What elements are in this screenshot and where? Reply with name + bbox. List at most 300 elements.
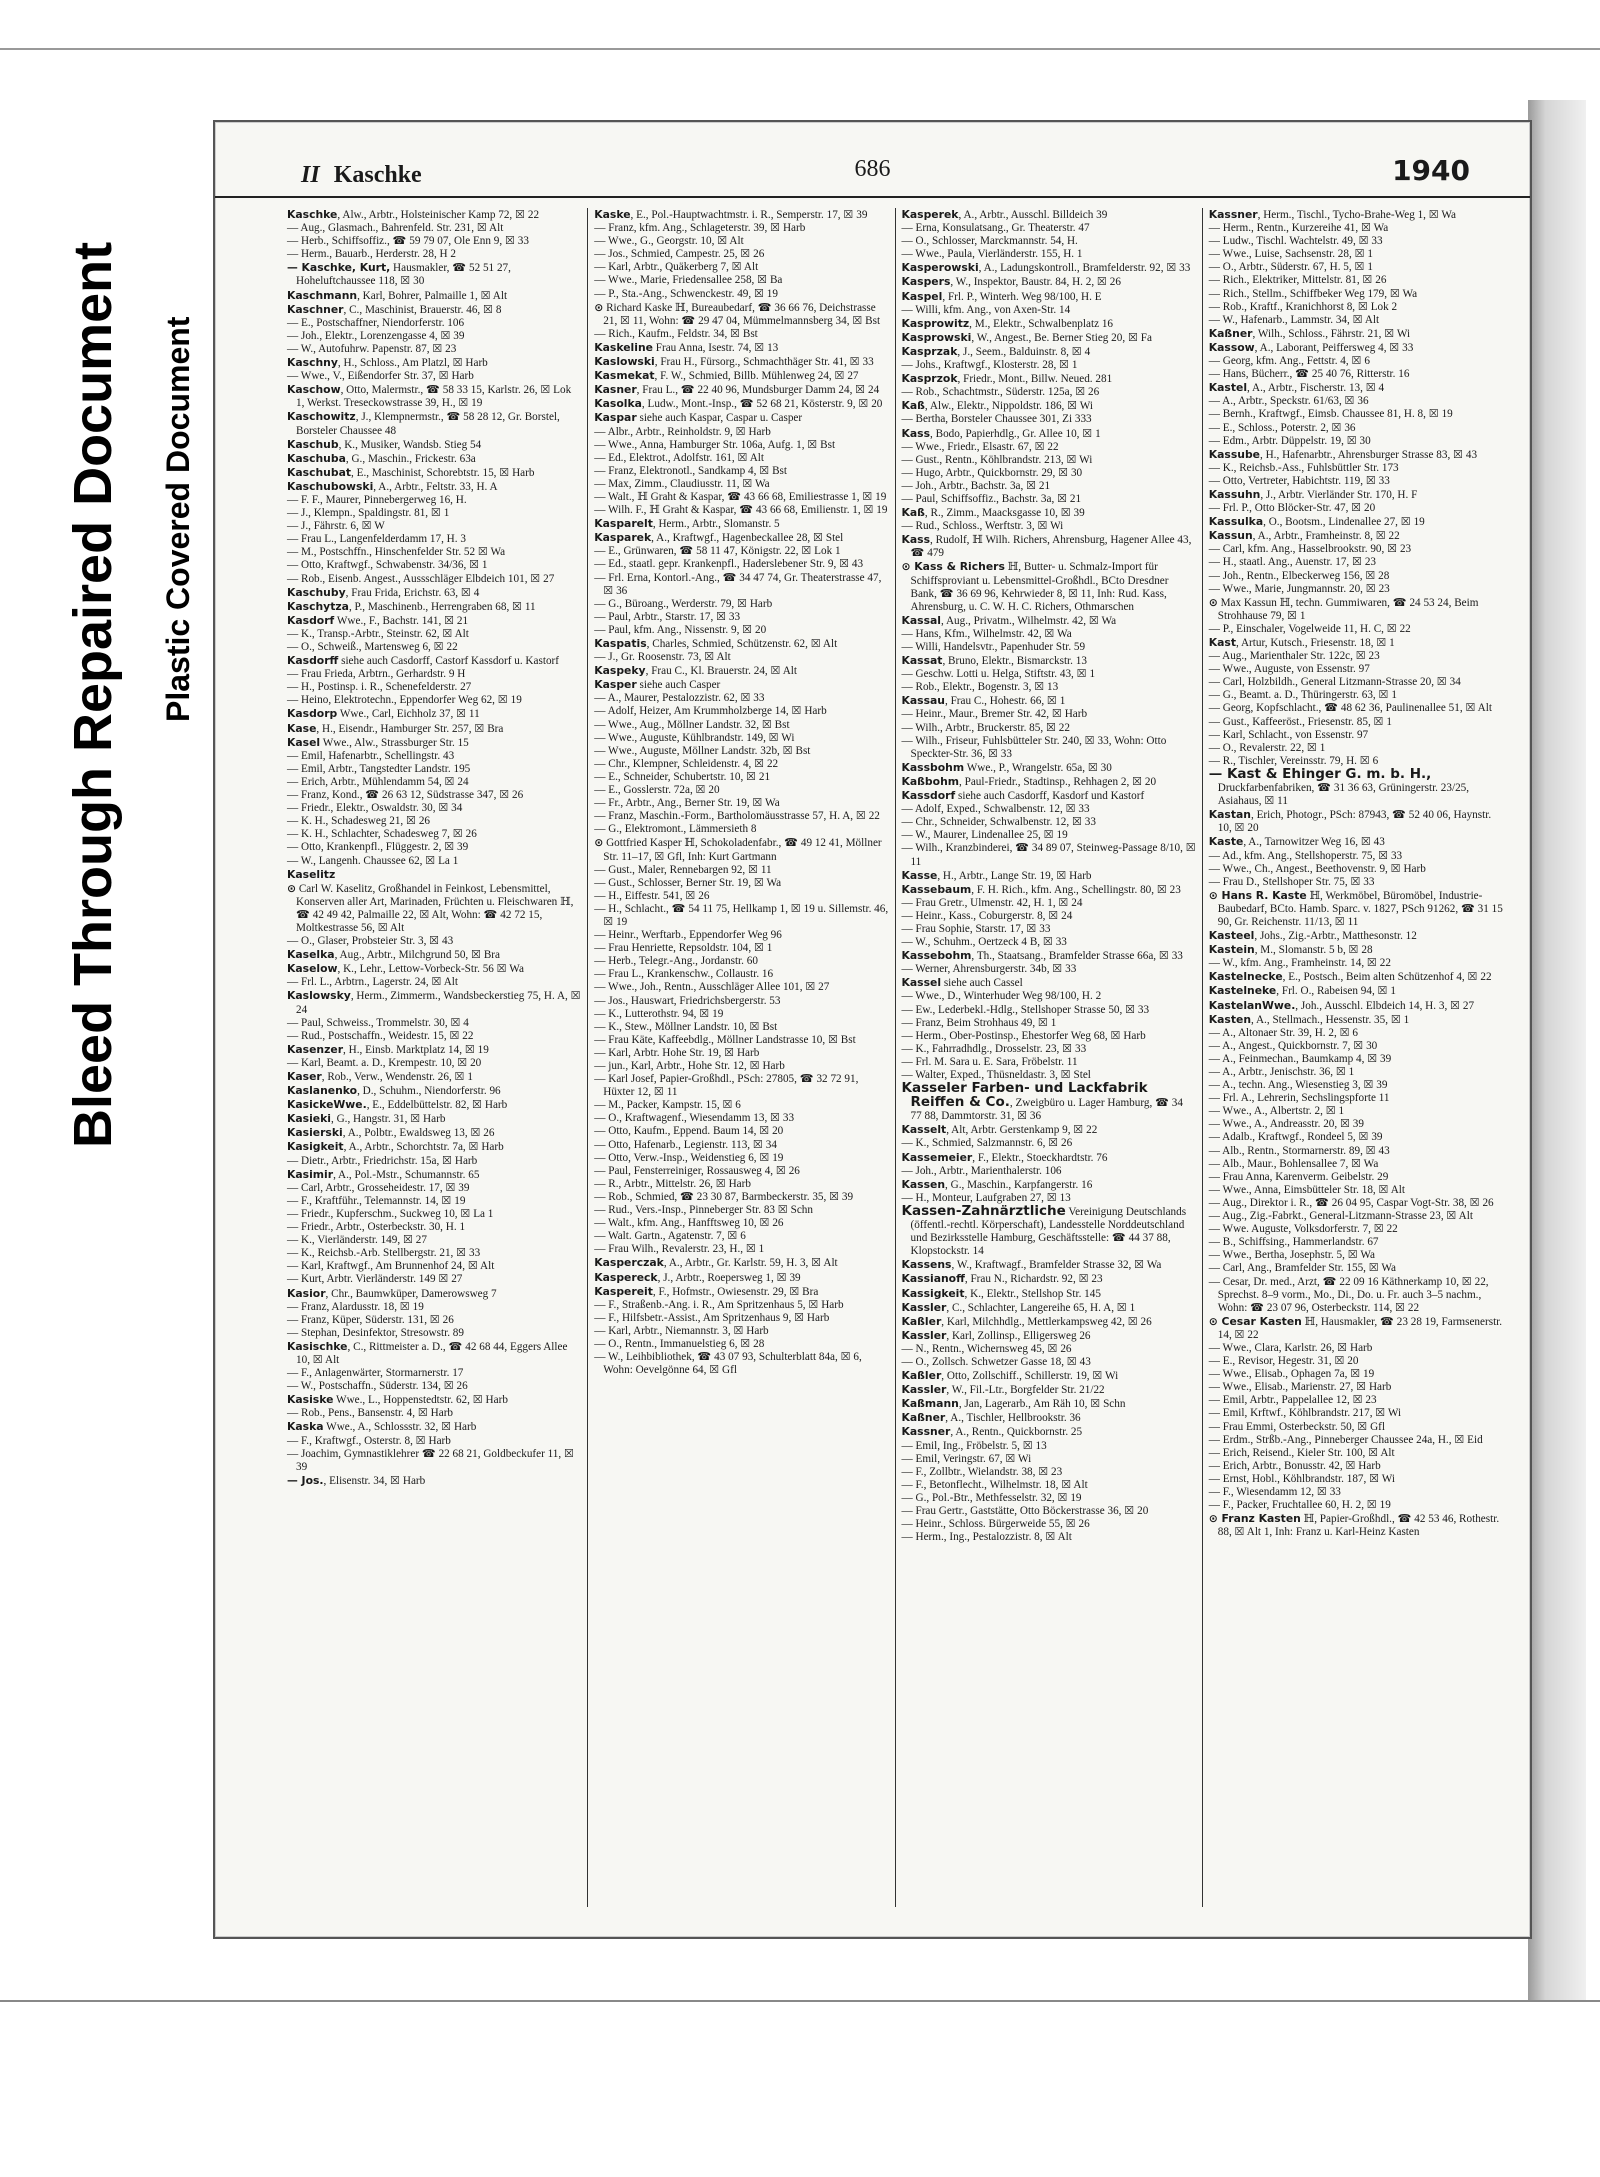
directory-entry <box>1209 327 1504 341</box>
directory-entry <box>287 330 581 343</box>
directory-entry <box>287 1182 581 1195</box>
entry-details: — Ludw., Tischl. Wachtelstr. 49, ☒ 33 <box>1208 235 1383 248</box>
entry-details: Gottfried Kasper ℍ, Schokoladenfabr., ☎ 49 12 41, Möllner Str. 11–17, ☒ Gfl, Inh: Kurt Gartmann <box>603 837 882 863</box>
entry-details: , E., Eddelbüttelstr. 82, ☒ Harb <box>366 1099 508 1112</box>
entry-surname: Kaselka <box>287 948 335 962</box>
entry-details: — Otto, Kaufm., Eppend. Baum 14, ☒ 20 <box>594 1125 784 1138</box>
entry-details: — Aug., Zig.-Fabrkt., General-Litzmann-Strasse 23, ☒ Alt <box>1208 1210 1473 1223</box>
entry-details: — Wwe., Paula, Vierländerstr. 155, H. 1 <box>901 248 1083 261</box>
entry-surname: Kastelneke <box>1208 984 1277 998</box>
directory-entry <box>287 520 581 533</box>
entry-details: , G., Maschin., Karpfangerstr. 16 <box>945 1178 1093 1191</box>
directory-entry <box>594 328 888 341</box>
entry-details: Wwe., A., Schlossstr. 32, ☒ Harb <box>323 1421 477 1434</box>
directory-entry <box>287 1057 581 1070</box>
entry-details: — Franz, Beim Strohhaus 49, ☒ 1 <box>901 1016 1057 1029</box>
directory-entry <box>1209 650 1504 663</box>
entry-details: — Bertha, Borsteler Chaussee 301, Zi 333 <box>901 413 1092 426</box>
entry-details: — F., Wiesendamm 12, ☒ 33 <box>1208 1486 1341 1498</box>
directory-entry <box>287 235 581 248</box>
directory-entry <box>902 1531 1196 1544</box>
entry-details: — Wwe., Luise, Sachsenstr. 28, ☒ 1 <box>1208 248 1373 261</box>
directory-entry <box>902 1343 1196 1356</box>
entry-details: — Herm., Ing., Pestalozzistr. 8, ☒ Alt <box>901 1531 1072 1544</box>
entry-details: , Karl, Milchhdlg., Mettlerkampsweg 42, ☒ 26 <box>941 1315 1152 1328</box>
entry-surname: Kassulka <box>1208 515 1264 529</box>
directory-entry <box>594 692 888 705</box>
entry-details: — Walter, Exped., Thüsneldastr. 3, ☒ Stel <box>901 1069 1091 1081</box>
entry-details: , Karl, Zollinsp., Elligersweg 26 <box>946 1329 1091 1342</box>
entry-details: — Chr., Klempner, Schleidenstr. 4, ☒ 22 <box>594 757 779 770</box>
entry-surname: Kastan <box>1208 808 1251 822</box>
entry-details: , C., Maschinist, Brauerstr. 46, ☒ 8 <box>343 303 502 316</box>
directory-entry <box>902 869 1196 883</box>
directory-entry <box>1209 676 1504 689</box>
entry-details: — Wwe., Aug., Möllner Landstr. 32, ☒ Bst <box>594 718 790 731</box>
directory-entry <box>902 386 1196 399</box>
directory-entry <box>287 466 581 480</box>
directory-entry <box>594 836 888 863</box>
directory-entry <box>287 507 581 520</box>
directory-entry <box>594 411 888 425</box>
directory-entry <box>902 1397 1196 1411</box>
entry-surname: — Kast & Ehinger G. m. b. H., <box>1208 765 1432 782</box>
entry-details: — Aug., Direktor i. R., ☎ 26 04 95, Caspar Vogt-Str. 38, ☒ 26 <box>1208 1196 1494 1209</box>
directory-entry <box>902 372 1196 386</box>
entry-surname: Kaselow <box>287 962 338 976</box>
directory-entry <box>902 520 1196 533</box>
entry-details: — O., Schweiß., Martensweg 6, ☒ 22 <box>287 641 458 653</box>
entry-details: — Heino, Elektrotechn., Eppendorfer Weg 62, ☒ 19 <box>287 694 522 707</box>
entry-surname: Kasierski <box>287 1126 343 1140</box>
entry-details: — Wwe., Bertha, Josephstr. 5, ☒ Wa <box>1208 1249 1375 1262</box>
entry-details: — Wwe., Friedr., Elsastr. 67, ☒ 22 <box>901 440 1059 453</box>
entry-details: — Frau L., Langenfelderdamm 17, H. 3 <box>287 533 466 546</box>
entry-details: — A., Altonaer Str. 39, H. 2, ☒ 6 <box>1208 1026 1358 1039</box>
entry-details: — Walt., kfm. Ang., Hanfftsweg 10, ☒ 26 <box>594 1217 784 1230</box>
entry-details: — H., Eiffestr. 541, ☒ 26 <box>594 889 710 902</box>
entry-details: — Joh., Rentn., Elbeckerweg 156, ☒ 28 <box>1208 569 1390 582</box>
entry-details: , Ludw., Mont.-Insp., ☎ 52 68 21, Kösterstr. 9, ☒ 20 <box>641 398 883 411</box>
entry-surname: Kasprowski <box>901 330 972 344</box>
directory-entry <box>1209 462 1504 475</box>
entry-details: — Wwe., Marie, Jungmannstr. 20, ☒ 23 <box>1208 582 1390 595</box>
directory-entry <box>902 976 1196 990</box>
directory-entry <box>1209 1053 1504 1066</box>
entry-details: , Alt, Arbtr. Gerstenkamp 9, ☒ 22 <box>946 1124 1098 1137</box>
entry-surname: Kassebohm <box>901 949 972 963</box>
directory-entry <box>287 1221 581 1234</box>
entry-surname: Kaschub <box>287 437 339 451</box>
directory-entry <box>902 990 1196 1003</box>
entry-details: — Heinr., Kass., Coburgerstr. 8, ☒ 24 <box>901 909 1073 922</box>
directory-entry <box>1209 1381 1504 1394</box>
entry-details: — Carl, Ang., Bramfelder Str. 155, ☒ Wa <box>1208 1262 1397 1275</box>
directory-entry <box>1209 1394 1504 1407</box>
entry-details: — Adolf, Exped., Schwalbenstr. 12, ☒ 33 <box>901 803 1090 816</box>
directory-entry <box>287 586 581 600</box>
entry-details: Wwe., F., Bachstr. 141, ☒ 21 <box>334 614 469 627</box>
entry-surname: Kasprzok <box>901 372 958 386</box>
directory-entry <box>594 478 888 491</box>
entry-details: — Karl, Arbtr., Niemannstr. 3, ☒ Harb <box>594 1324 769 1337</box>
entry-surname: Kaschytza <box>287 599 349 613</box>
directory-entry <box>287 614 581 628</box>
entry-details: siehe auch Casper <box>636 679 721 692</box>
entry-details: , F., Hofmstr., Owiesenstr. 29, ☒ Bra <box>652 1285 819 1298</box>
entry-surname: Kassner <box>901 1425 951 1439</box>
entry-details: — Ed., Elektrot., Adolfstr. 161, ☒ Alt <box>594 451 765 464</box>
entry-surname: Kaßbohm <box>901 774 960 788</box>
directory-entry <box>1209 341 1504 355</box>
entry-details: — Jos., Hauswart, Friedrichsbergerstr. 53 <box>594 994 781 1007</box>
directory-entry <box>287 694 581 707</box>
directory-entry <box>287 641 581 654</box>
entry-surname: Kassner <box>1208 208 1258 221</box>
entry-details: , Aug., Privatm., Wilhelmstr. 42, ☒ Wa <box>941 614 1117 627</box>
entry-details: — K., Schmied, Salzmannstr. 6, ☒ 26 <box>901 1137 1073 1150</box>
entry-details: — Aug., Glasmach., Bahrenfeld. Str. 231, ☒ Alt <box>287 222 504 235</box>
directory-entry <box>902 789 1196 803</box>
directory-entry <box>902 722 1196 735</box>
directory-entry <box>594 929 888 942</box>
directory-entry <box>1209 1236 1504 1249</box>
directory-entry <box>287 1168 581 1182</box>
stamp-plastic-covered: Plastic Covered Document <box>160 316 196 722</box>
entry-details: — M., Packer, Kampstr. 15, ☒ 6 <box>594 1099 741 1112</box>
entry-details: — Hans, Bücherr., ☎ 25 40 76, Ritterstr. 16 <box>1208 368 1410 381</box>
entry-details: Max Kassun ℍ, techn. Gummiwaren, ☎ 24 53 24, Beim Strohhause 79, ☒ 1 <box>1217 596 1479 622</box>
directory-entry <box>594 369 888 383</box>
directory-entry <box>594 903 888 929</box>
entry-details: — Dietr., Arbtr., Friedrichstr. 15a, ☒ Harb <box>287 1154 478 1167</box>
entry-surname: Kaschner <box>287 302 344 316</box>
stamp-bleed-through: Bleed Through Repaired Document <box>63 241 123 1148</box>
entry-details: — A., Angest., Quickbornstr. 7, ☒ 30 <box>1208 1039 1378 1052</box>
directory-entry <box>287 976 581 989</box>
directory-entry <box>1209 1262 1504 1275</box>
directory-entry <box>1209 422 1504 435</box>
directory-entry <box>594 1256 888 1270</box>
directory-entry <box>594 235 888 248</box>
directory-entry <box>287 1126 581 1140</box>
directory-entry <box>287 1367 581 1380</box>
entry-details: , Herm., Arbtr., Slomanstr. 5 <box>652 518 780 531</box>
entry-details: , K., Musiker, Wandsb. Stieg 54 <box>338 438 482 451</box>
directory-entry <box>902 1479 1196 1492</box>
directory-entry <box>594 1178 888 1191</box>
entry-details: — Bernh., Kraftwgf., Eimsb. Chaussee 81, H. 8, ☒ 19 <box>1208 408 1453 421</box>
directory-entry <box>287 494 581 507</box>
entry-details: , Johs., Zig.-Arbtr., Matthesonstr. 12 <box>1254 930 1417 943</box>
directory-entry <box>1209 863 1504 876</box>
entry-details: — Willi, Handelsvtr., Papenhuder Str. 59 <box>901 641 1086 653</box>
entry-details: , A., Pol.-Mstr., Schumannstr. 65 <box>333 1168 480 1181</box>
entry-details: — Franz, Elektronotl., Sandkamp 4, ☒ Bst <box>594 464 787 477</box>
entry-details: — Wwe., Ch., Angest., Beethovenstr. 9, ☒ Harb <box>1208 862 1426 875</box>
directory-entry <box>902 963 1196 976</box>
entry-surname: Kasperowski <box>901 261 979 275</box>
entry-surname: Kaslowsky <box>287 989 351 1003</box>
directory-entry <box>902 1056 1196 1069</box>
entry-details: , F. H. Rich., kfm. Ang., Schellingstr. 80, ☒ 23 <box>971 883 1181 896</box>
directory-entry <box>287 208 581 222</box>
directory-entry <box>1209 1013 1504 1027</box>
entry-details: — Herb., Telegr.-Ang., Jordanstr. 60 <box>594 955 758 968</box>
entry-surname: Kaspar <box>594 411 637 425</box>
entry-details: — Emil, Ing., Fröbelstr. 5, ☒ 13 <box>901 1439 1047 1452</box>
entry-details: — Karl, Schlacht., von Essenstr. 97 <box>1208 728 1369 741</box>
entry-surname: Kaschubat <box>287 465 352 479</box>
entry-details: , A., Ladungskontroll., Bramfelderstr. 92, ☒ 33 <box>978 262 1191 275</box>
entry-details: Druckfarbenfabriken, ☎ 31 36 63, Grüningerstr. 23/25, Asiahaus, ☒ 11 <box>1217 782 1470 808</box>
entry-details: , A., Rentn., Quickbornstr. 25 <box>950 1426 1083 1439</box>
directory-entry <box>1209 1368 1504 1381</box>
directory-entry <box>594 572 888 598</box>
entry-details: — K., Fahrradhdlg., Drosselstr. 23, ☒ 33 <box>901 1042 1087 1055</box>
directory-entry <box>1209 261 1504 274</box>
entry-details: , Bodo, Papierhdlg., Gr. Allee 10, ☒ 1 <box>930 427 1101 440</box>
entry-details: , Aug., Arbtr., Milchgrund 50, ☒ Bra <box>334 949 500 962</box>
entry-surname: Kasperczak <box>594 1256 664 1270</box>
directory-entry <box>594 517 888 531</box>
entry-details: — F., Kraftführ., Telemannstr. 14, ☒ 19 <box>287 1194 466 1207</box>
directory-entry <box>594 1008 888 1021</box>
entry-surname: Kassigkeit <box>901 1286 965 1300</box>
directory-entry <box>902 1329 1196 1343</box>
directory-entry <box>902 829 1196 842</box>
entry-surname: Kasperek <box>901 208 959 221</box>
directory-entry <box>594 491 888 504</box>
directory-entry <box>902 304 1196 317</box>
directory-entry <box>902 1272 1196 1286</box>
directory-entry <box>1209 999 1504 1013</box>
entry-surname: Kaska <box>287 1420 324 1434</box>
entry-details: — O., Schlosser, Marckmannstr. 54, H. <box>901 235 1078 248</box>
entry-details: — E., Postschaffner, Niendorferstr. 106 <box>287 316 465 329</box>
entry-surname: Kaselitz <box>287 867 336 881</box>
directory-entry <box>594 1034 888 1047</box>
directory-entry <box>594 719 888 732</box>
directory-entry <box>902 427 1196 441</box>
entry-surname: Kassau <box>901 694 945 708</box>
entry-details: , W., Angest., Be. Berner Stieg 20, ☒ Fa <box>971 331 1152 344</box>
entry-details: — Frl. M. Sara u. E. Sara, Fröbelstr. 11 <box>901 1055 1078 1068</box>
entry-details: , C., Schlachter, Langereihe 65, H. A, ☒ 1 <box>946 1301 1136 1314</box>
entry-surname: Kasner <box>594 383 637 397</box>
directory-entry <box>902 1411 1196 1425</box>
entry-surname: Kasselt <box>901 1123 947 1137</box>
directory-entry <box>287 763 581 776</box>
entry-details: siehe auch Casdorff, Castorf Kassdorf u. Kastorf <box>338 655 559 668</box>
entry-details: — Franz, Küper, Süderstr. 131, ☒ 26 <box>287 1313 454 1326</box>
entry-details: , Friedr., Mont., Billw. Neued. 281 <box>957 373 1113 386</box>
directory-entry <box>287 261 581 288</box>
directory-entry <box>287 935 581 948</box>
entry-surname: Kasprowitz <box>901 316 970 330</box>
directory-entry <box>594 877 888 890</box>
entry-surname: Kase <box>287 721 317 735</box>
directory-entry <box>594 745 888 758</box>
entry-details: , Frau C., Hohestr. 66, ☒ 1 <box>944 695 1066 708</box>
directory-entry <box>287 668 581 681</box>
entry-details: , Jan, Lagerarb., Am Räh 10, ☒ Schn <box>958 1398 1126 1411</box>
directory-entry <box>287 452 581 466</box>
entry-details: — Franz, Maschin.-Form., Bartholomäusstrasse 57, H. A, ☒ 22 <box>594 810 880 823</box>
entry-details: ℍ, Werkmöbel, Büromöbel, Industrie-Baubedarf, BCto. Hamb. Sparc. v. 1827, PSch 91262, ☎ 31 15 90, Gr. Reichenstr. 11/13, ☒ 11 <box>1217 889 1503 928</box>
entry-details: , Zweigbüro u. Lager Hamburg, ☎ 34 77 88, Dammtorstr. 31, ☒ 36 <box>910 1097 1183 1123</box>
directory-entry <box>902 910 1196 923</box>
directory-entry <box>594 1285 888 1299</box>
entry-surname: Kasior <box>287 1286 326 1300</box>
entry-details: — K. H., Schlachter, Schadesweg 7, ☒ 26 <box>287 828 477 841</box>
entry-details: — Ew., Lederbekl.-Hdlg., Stellshoper Strasse 50, ☒ 33 <box>901 1003 1150 1016</box>
entry-details: — O., Arbtr., Süderstr. 67, H. 5, ☒ 1 <box>1208 261 1373 274</box>
entry-details: — Alb., Rentn., Stormarnerstr. 89, ☒ 43 <box>1208 1144 1390 1157</box>
directory-entry <box>902 936 1196 949</box>
directory-entry <box>287 1195 581 1208</box>
entry-details: — Frau D., Stellshoper Str. 75, ☒ 33 <box>1208 875 1375 888</box>
entry-surname: Kaspers <box>901 275 951 289</box>
entry-surname: Kasigkeit <box>287 1140 344 1154</box>
entry-surname: Kaslanenko <box>287 1084 358 1098</box>
directory-entry <box>902 641 1196 654</box>
directory-entry <box>287 1407 581 1420</box>
directory-entry <box>1209 702 1504 715</box>
entry-details: , A., Stellmach., Hessenstr. 35, ☒ 1 <box>1251 1013 1410 1026</box>
entry-details: — B., Schiffsing., Hammerlandstr. 67 <box>1208 1236 1379 1249</box>
entry-details: — Otto, Krankenpfl., Flüggestr. 2, ☒ 39 <box>287 841 469 854</box>
entry-surname: Kasprzak <box>901 344 958 358</box>
entry-details: — Rob., Kraftf., Kranichhorst 8, ☒ Lok 2 <box>1208 300 1398 313</box>
directory-entry <box>594 797 888 810</box>
directory-entry <box>594 598 888 611</box>
directory-entry <box>1209 929 1504 943</box>
entry-details: — Jos., Schmied, Campestr. 25, ☒ 26 <box>594 248 765 261</box>
entry-surname: Kasiske <box>287 1393 334 1407</box>
entry-details: , A., Arbtr., Ausschl. Billdeich 39 <box>958 209 1108 221</box>
entry-details: — F., Packer, Fruchtallee 60, H. 2, ☒ 19 <box>1208 1499 1391 1512</box>
directory-entry <box>1209 1447 1504 1460</box>
directory-entry <box>1209 1407 1504 1420</box>
entry-surname: ⊙ <box>594 300 604 314</box>
entry-details: Vereinigung Deutschlands (öffentl.-rechtl. Körperschaft), Landesstelle Norddeutschland und Bezirksstelle Hamburg, Geschäftsstelle: ☎ 44 37 88, Klopstockstr. 14 <box>910 1205 1187 1258</box>
entry-surname: Kassel <box>901 976 942 990</box>
entry-details: — Geschw. Lotti u. Helga, Stiftstr. 43, ☒ 1 <box>901 668 1096 681</box>
directory-entry <box>287 628 581 641</box>
entry-surname: — Kaschke, Kurt, <box>287 261 391 275</box>
directory-entry <box>287 1380 581 1393</box>
entry-details: — Paul, kfm. Ang., Nissenstr. 9, ☒ 20 <box>594 623 767 636</box>
entry-details: — F., Zollbtr., Wielandstr. 38, ☒ 23 <box>901 1465 1063 1478</box>
directory-entry <box>594 248 888 261</box>
directory-entry <box>594 1338 888 1351</box>
entry-surname: Kasdorp <box>287 707 338 721</box>
directory-entry <box>902 493 1196 506</box>
entry-details: — Rob., Eisenb. Angest., Aussschläger Elbdeich 101, ☒ 27 <box>287 572 555 585</box>
directory-entry <box>594 465 888 478</box>
directory-entry <box>902 480 1196 493</box>
entry-surname: Kaschubowski <box>287 479 374 493</box>
directory-entry <box>1209 742 1504 755</box>
directory-page <box>213 120 1532 1939</box>
directory-entry <box>287 222 581 235</box>
entry-details: — Heinr., Schloss. Bürgerweide 55, ☒ 26 <box>901 1518 1090 1531</box>
directory-entry <box>1209 970 1504 984</box>
entry-surname: Kastein <box>1208 943 1255 957</box>
entry-surname: Kaß <box>901 506 925 520</box>
entry-details: , J., Klempnermstr., ☎ 58 28 12, Gr. Borstel, Borsteler Chaussee 48 <box>296 411 560 437</box>
entry-details: , Alw., Elektr., Nippoldstr. 186, ☒ Wi <box>924 400 1093 413</box>
entry-details: — K., Stew., Möllner Landstr. 10, ☒ Bst <box>594 1020 778 1033</box>
directory-entry <box>902 735 1196 761</box>
directory-entry <box>287 1448 581 1474</box>
directory-column-3 <box>896 208 1203 1907</box>
directory-entry <box>287 681 581 694</box>
entry-surname: Kaßner <box>901 1411 946 1425</box>
entry-details: — R., Tischler, Vereinsstr. 79, H. ☒ 6 <box>1208 754 1379 767</box>
entry-details: , Frau C., Kl. Brauerstr. 24, ☒ Alt <box>645 665 798 678</box>
directory-entry <box>287 1393 581 1407</box>
entry-details: , Th., Staatsang., Bramfelder Strasse 66a, ☒ 33 <box>971 950 1183 963</box>
directory-entry <box>287 343 581 356</box>
directory-entry <box>902 681 1196 694</box>
directory-entry <box>287 1043 581 1057</box>
directory-entry <box>902 560 1196 613</box>
page-number: 686 <box>854 156 891 182</box>
entry-details: — G., Pol.-Btr., Methfesselstr. 32, ☒ 19 <box>901 1491 1082 1504</box>
entry-surname: Kaske <box>594 208 631 221</box>
directory-entry <box>287 841 581 854</box>
entry-surname: Kassun <box>1208 529 1253 543</box>
entry-details: , Elisenstr. 34, ☒ Harb <box>323 1474 426 1487</box>
directory-entry <box>287 989 581 1016</box>
entry-surname: KasickeWwe. <box>287 1098 367 1112</box>
directory-entry <box>902 1505 1196 1518</box>
directory-entry <box>902 235 1196 248</box>
entry-details: — Stephan, Desinfektor, Stresowstr. 89 <box>287 1326 464 1339</box>
entry-details: , Paul-Friedr., Stadtinsp., Rehhagen 2, ☒ 20 <box>959 775 1157 788</box>
entry-details: Carl W. Kaselitz, Großhandel in Feinkost, Lebensmittel, Konserven aller Art, Marinaden, Früchten u. Fleischwaren ℍ, ☎ 42 49 42, Palmaille 22, ☒ Alt, Wohn: ☎ 42 72 15, Moltkestrasse 56, ☒ Alt <box>296 882 574 934</box>
directory-entry <box>1209 1040 1504 1053</box>
entry-surname: — Jos. <box>287 1473 324 1487</box>
directory-entry <box>287 1030 581 1043</box>
directory-entry <box>902 923 1196 936</box>
entry-details: , P., Maschinenb., Herrengraben 68, ☒ 11 <box>348 600 536 613</box>
entry-details: , G., Hangstr. 31, ☒ Harb <box>330 1113 446 1126</box>
directory-entry <box>902 897 1196 910</box>
directory-entry <box>1209 529 1504 543</box>
entry-surname: Kasparelt <box>594 517 653 531</box>
entry-details: — F., Betonflecht., Wilhelmstr. 18, ☒ Alt <box>901 1478 1088 1491</box>
directory-entry <box>902 533 1196 560</box>
directory-entry <box>902 359 1196 372</box>
directory-entry <box>902 506 1196 520</box>
entry-details: , J., Arbtr., Roepersweg 1, ☒ 39 <box>657 1271 801 1284</box>
directory-entry <box>594 810 888 823</box>
directory-entry <box>594 981 888 994</box>
directory-entry <box>1209 475 1504 488</box>
entry-details: — E., Gosslerstr. 72a, ☒ 20 <box>594 784 720 797</box>
directory-entry <box>287 1314 581 1327</box>
entry-surname: Kaßler <box>901 1369 942 1383</box>
entry-details: , Rudolf, ℍ Wilh. Richers, Ahrensburg, Hagener Allee 43, ☎ 479 <box>910 534 1192 560</box>
directory-entry <box>902 1123 1196 1137</box>
directory-entry <box>1209 543 1504 556</box>
entry-details: — H., Schlacht., ☎ 54 11 75, Hellkamp 1, ☒ 19 u. Sillemstr. 46, ☒ 19 <box>594 902 889 928</box>
directory-entry <box>287 383 581 410</box>
entry-details: Frau Anna, Isestr. 74, ☒ 13 <box>652 341 779 354</box>
